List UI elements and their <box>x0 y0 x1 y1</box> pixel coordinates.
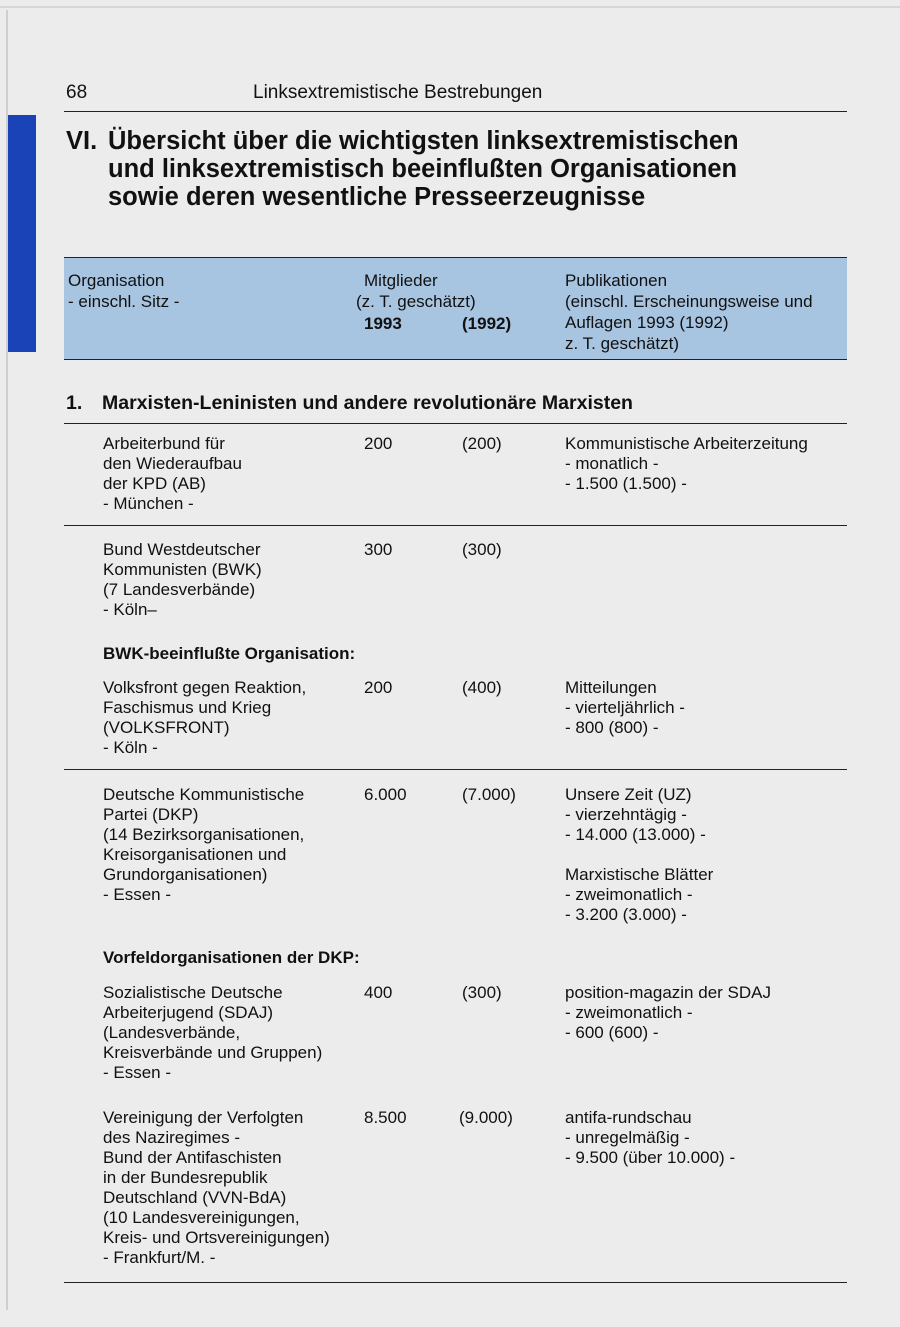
publication-line: - zweimonatlich - <box>565 885 693 904</box>
org-name-line: Bund der Antifaschisten <box>103 1148 282 1167</box>
header-year-1992: (1992) <box>462 314 512 333</box>
row-divider <box>64 525 847 526</box>
table-bottom-rule <box>64 1282 847 1283</box>
org-name-line: (VOLKSFRONT) <box>103 718 230 737</box>
header-publications-line-3: Auflagen 1993 (1992) <box>565 313 729 332</box>
publication-line: - vierzehntägig - <box>565 805 687 824</box>
header-divider <box>64 111 847 112</box>
org-seat: - Essen - <box>103 885 172 904</box>
chapter-tab-marker <box>8 115 36 352</box>
org-name-line: Deutsche Kommunistische <box>103 785 305 804</box>
running-head: Linksextremistische Bestrebungen <box>253 82 543 103</box>
publication-line: - 600 (600) - <box>565 1023 659 1042</box>
org-name-line: des Naziregimes - <box>103 1128 240 1147</box>
org-seat: - Köln - <box>103 738 158 757</box>
header-members-sub: (z. T. geschätzt) <box>356 292 476 311</box>
members-1993: 8.500 <box>364 1108 407 1127</box>
org-name-line: (14 Bezirksorganisationen, <box>103 825 305 844</box>
members-1992: (9.000) <box>459 1108 513 1127</box>
members-1992: (7.000) <box>462 785 516 804</box>
subheading-bwk: BWK-beeinflußte Organisation: <box>103 644 356 663</box>
subheading-dkp: Vorfeldorganisationen der DKP: <box>103 948 360 967</box>
publication-line: Unsere Zeit (UZ) <box>565 785 692 804</box>
org-name-line: Deutschland (VVN-BdA) <box>103 1188 287 1207</box>
publication-line: - 1.500 (1.500) - <box>565 474 687 493</box>
publication-line: - monatlich - <box>565 454 659 473</box>
org-name-line: Faschismus und Krieg <box>103 698 272 717</box>
publication-line: - 14.000 (13.000) - <box>565 825 706 844</box>
org-name-line: Bund Westdeutscher <box>103 540 261 559</box>
publication-line: - 9.500 (über 10.000) - <box>565 1148 736 1167</box>
section-number: 1. <box>66 392 83 414</box>
publication-line: antifa-rundschau <box>565 1108 692 1127</box>
title-line-2: und linksextremistisch beeinflußten Organisationen <box>108 155 738 183</box>
org-name-line: den Wiederaufbau <box>103 454 242 473</box>
members-1992: (400) <box>462 678 502 697</box>
header-year-1993: 1993 <box>364 314 402 333</box>
header-publications-line-4: z. T. geschätzt) <box>565 334 680 353</box>
header-members: Mitglieder <box>364 271 438 290</box>
title-line-1: Übersicht über die wichtigsten linksextremistischen <box>108 127 739 155</box>
org-seat: - Köln– <box>103 600 157 619</box>
org-name-line: Kreisverbände und Gruppen) <box>103 1043 323 1062</box>
publication-line: Marxistische Blätter <box>565 865 714 884</box>
table-header-top-rule <box>64 257 847 258</box>
org-seat: - Essen - <box>103 1063 172 1082</box>
members-1993: 6.000 <box>364 785 407 804</box>
publication-line: Mitteilungen <box>565 678 657 697</box>
section-title: Marxisten-Leninisten und andere revolutionäre Marxisten <box>102 392 633 414</box>
publication-line: position-magazin der SDAJ <box>565 983 771 1002</box>
header-organisation: Organisation <box>68 271 165 290</box>
org-name-line: (7 Landesverbände) <box>103 580 256 599</box>
org-seat: - München - <box>103 494 194 513</box>
org-name-line: Grundorganisationen) <box>103 865 268 884</box>
scan-edge-top <box>0 6 900 8</box>
org-seat: - Frankfurt/M. - <box>103 1248 216 1267</box>
org-name-line: (10 Landesvereinigungen, <box>103 1208 300 1227</box>
org-name-line: Arbeiterbund für <box>103 434 225 453</box>
page-number: 68 <box>66 82 88 103</box>
publication-line: - 3.200 (3.000) - <box>565 905 687 924</box>
title-line-3: sowie deren wesentliche Presseerzeugnisse <box>108 183 646 211</box>
header-organisation-sub: - einschl. Sitz - <box>68 292 180 311</box>
org-name-line: Kreisorganisationen und <box>103 845 287 864</box>
members-1993: 200 <box>364 434 393 453</box>
chapter-number: VI. <box>66 127 98 155</box>
table-header-bottom-rule <box>64 359 847 360</box>
org-name-line: Kommunisten (BWK) <box>103 560 262 579</box>
members-1992: (300) <box>462 540 502 559</box>
members-1992: (200) <box>462 434 502 453</box>
org-name-line: in der Bundesrepublik <box>103 1168 268 1187</box>
org-name-line: Arbeiterjugend (SDAJ) <box>103 1003 274 1022</box>
org-name-line: Partei (DKP) <box>103 805 199 824</box>
publication-line: - unregelmäßig - <box>565 1128 690 1147</box>
members-1993: 300 <box>364 540 393 559</box>
row-divider <box>64 769 847 770</box>
org-name-line: (Landesverbände, <box>103 1023 241 1042</box>
org-name-line: Sozialistische Deutsche <box>103 983 283 1002</box>
section-rule <box>64 423 847 424</box>
members-1993: 200 <box>364 678 393 697</box>
publication-line: - 800 (800) - <box>565 718 659 737</box>
org-name-line: Vereinigung der Verfolgten <box>103 1108 304 1127</box>
publication-line: Kommunistische Arbeiterzeitung <box>565 434 808 453</box>
org-name-line: Volksfront gegen Reaktion, <box>103 678 307 697</box>
org-name-line: Kreis- und Ortsvereinigungen) <box>103 1228 330 1247</box>
org-name-line: der KPD (AB) <box>103 474 206 493</box>
header-publications: Publikationen <box>565 271 668 290</box>
publication-line: - zweimonatlich - <box>565 1003 693 1022</box>
publication-line: - vierteljährlich - <box>565 698 685 717</box>
members-1993: 400 <box>364 983 393 1002</box>
members-1992: (300) <box>462 983 502 1002</box>
header-publications-line-2: (einschl. Erscheinungsweise und <box>565 292 813 311</box>
